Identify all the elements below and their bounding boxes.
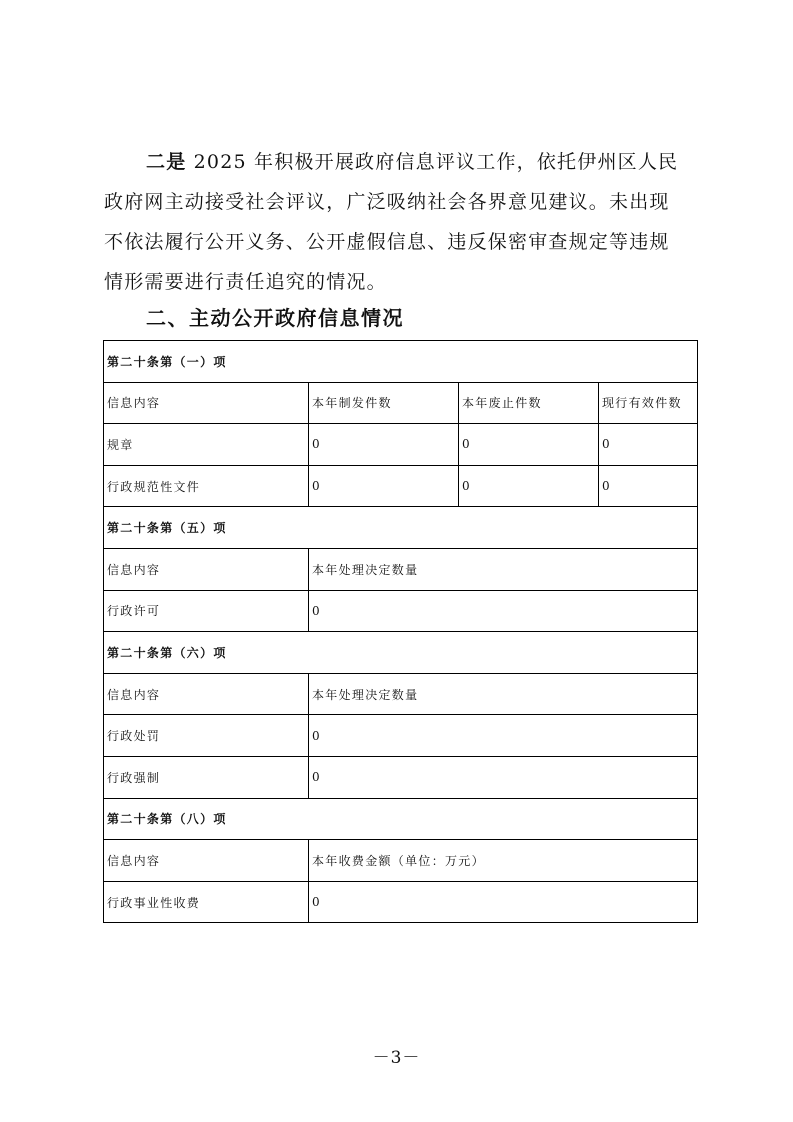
section-title-row [104,632,698,674]
paragraph-lead: 二是 [146,151,187,173]
value-cell: 0 [599,465,698,507]
section-title-6: 第二十条第（六）项 [104,632,698,674]
value-cell: 0 [309,881,698,923]
header-cell: 本年收费金额（单位：万元） [309,840,698,882]
value-cell: 0 [309,590,698,632]
page-number: －3－ [372,1048,421,1068]
header-cell: 现行有效件数 [599,382,698,424]
row-label: 行政许可 [104,590,309,632]
table-header-row [104,840,698,882]
table-header-row [104,548,698,590]
section-title-8: 第二十条第（八）项 [104,798,698,840]
value-cell: 0 [309,465,459,507]
section-title-1: 第二十条第（一）项 [104,341,698,383]
header-cell: 信息内容 [104,382,309,424]
section-title-row [104,341,698,383]
value-cell: 0 [459,465,599,507]
body-paragraph [104,142,694,302]
section-title-row [104,798,698,840]
header-cell: 信息内容 [104,548,309,590]
row-label: 规章 [104,424,309,466]
table-row [104,756,698,798]
header-cell: 本年制发件数 [309,382,459,424]
table-row [104,424,698,466]
row-label: 行政处罚 [104,715,309,757]
value-cell: 0 [459,424,599,466]
header-cell: 信息内容 [104,840,309,882]
header-cell: 本年处理决定数量 [309,548,698,590]
paragraph-line-1-text: 2025 年积极开展政府信息评议工作，依托伊州区人民 [186,151,679,173]
row-label: 行政强制 [104,756,309,798]
table-row [104,881,698,923]
value-cell: 0 [599,424,698,466]
row-label: 行政事业性收费 [104,881,309,923]
section-heading: 二、主动公开政府信息情况 [146,306,404,330]
value-cell: 0 [309,756,698,798]
section-title-row [104,507,698,549]
row-label: 行政规范性文件 [104,465,309,507]
paragraph-line-3: 不依法履行公开义务、公开虚假信息、违反保密审查规定等违规 [104,231,670,253]
section-title-5: 第二十条第（五）项 [104,507,698,549]
table-header-row [104,382,698,424]
header-cell: 信息内容 [104,673,309,715]
table-row [104,465,698,507]
disclosure-table [103,340,698,923]
header-cell: 本年处理决定数量 [309,673,698,715]
value-cell: 0 [309,715,698,757]
table-row [104,715,698,757]
table-row [104,590,698,632]
paragraph-line-4: 情形需要进行责任追究的情况。 [104,271,387,293]
paragraph-line-2: 政府网主动接受社会评议，广泛吸纳社会各界意见建议。未出现 [104,191,670,213]
paragraph-line-1 [104,142,694,182]
header-cell: 本年废止件数 [459,382,599,424]
value-cell: 0 [309,424,459,466]
table-header-row [104,673,698,715]
